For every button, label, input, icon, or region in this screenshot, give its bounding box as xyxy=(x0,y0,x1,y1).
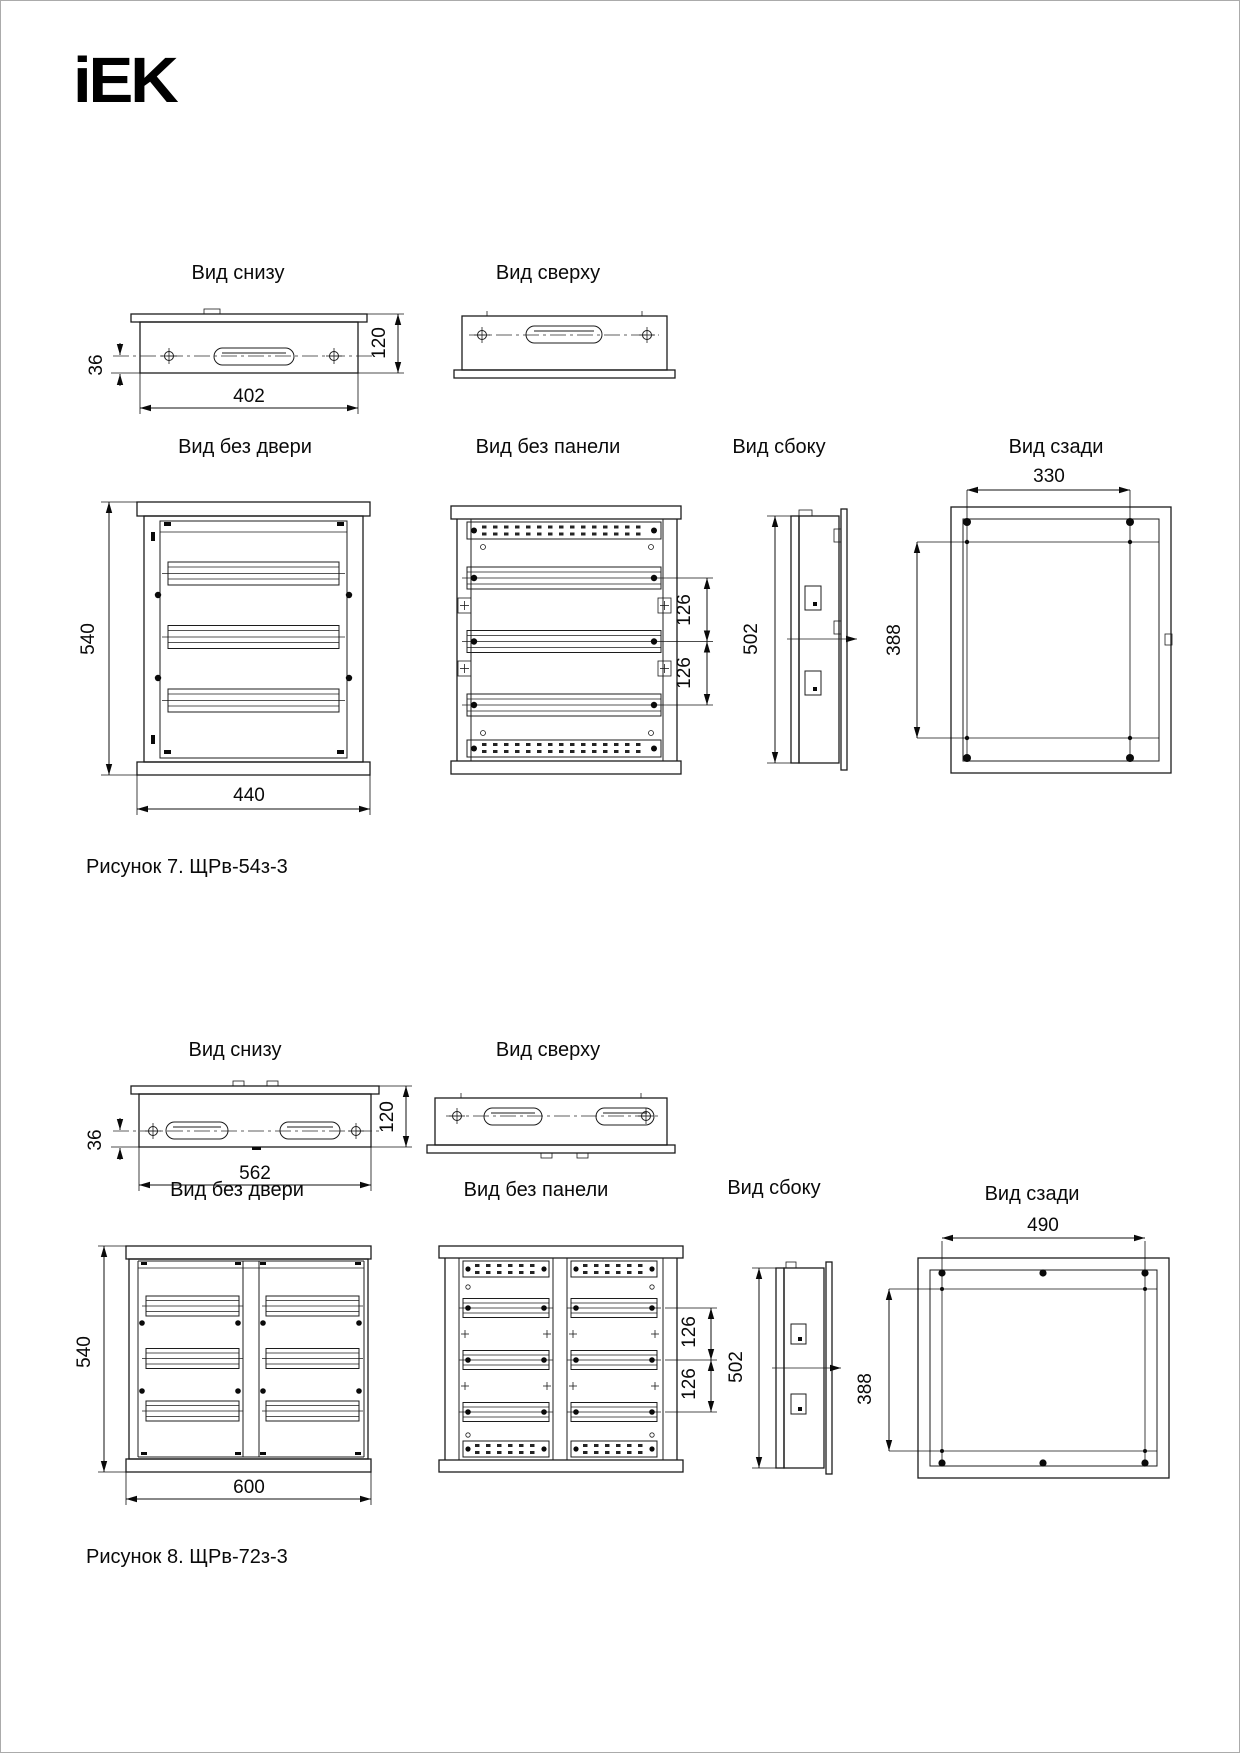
fig8-dim-rail-pitch-a: 126 xyxy=(679,1316,700,1348)
din-rail xyxy=(567,1403,661,1422)
screw-icon xyxy=(348,1123,364,1139)
fig7-panel-view xyxy=(451,506,713,774)
din-rail xyxy=(142,1296,243,1316)
fig7-bottom-view xyxy=(86,309,404,414)
fig8-panel-view xyxy=(439,1246,717,1472)
fig8-caption: Рисунок 8. ЩРв-72з-3 xyxy=(86,1546,288,1568)
din-rail xyxy=(462,567,667,589)
fig7-caption: Рисунок 7. ЩРв-54з-3 xyxy=(86,856,288,878)
fig7-panel-view-label: Вид без панели xyxy=(475,436,621,458)
din-rail xyxy=(459,1351,553,1370)
fig7-dim-front-height: 540 xyxy=(78,623,99,655)
fig8-dim-mount-height: 388 xyxy=(855,1373,876,1405)
fig7-dim-bottom-width: 402 xyxy=(233,386,265,407)
din-rail xyxy=(162,626,345,649)
din-rail xyxy=(462,694,667,716)
din-rail xyxy=(459,1299,553,1318)
fig8-panel-view-label: Вид без панели xyxy=(463,1179,609,1201)
drawing-canvas xyxy=(1,1,1240,1753)
fig8-dim-side-height: 502 xyxy=(726,1351,747,1383)
screw-icon xyxy=(326,348,342,364)
din-rail xyxy=(162,689,345,712)
fig7-dim-rail-pitch-b: 126 xyxy=(674,657,695,689)
din-rail xyxy=(459,1403,553,1422)
din-rail xyxy=(262,1349,363,1369)
fig8-bottom-view-label: Вид снизу xyxy=(188,1039,282,1061)
fig7-dim-front-width: 440 xyxy=(233,785,265,806)
fig8-dim-front-height: 540 xyxy=(74,1336,95,1368)
fig7-side-view xyxy=(741,509,857,770)
fig7-dim-rail-pitch-a: 126 xyxy=(674,594,695,626)
screw-icon xyxy=(474,327,490,343)
fig7-dim-depth: 120 xyxy=(369,327,390,359)
fig8-rear-view xyxy=(855,1215,1169,1478)
screw-icon xyxy=(161,348,177,364)
din-rail xyxy=(142,1349,243,1369)
fig7-rear-view-label: Вид сзади xyxy=(1008,436,1104,458)
fig8-dim-front-width: 600 xyxy=(233,1477,265,1498)
figure-8 xyxy=(74,1039,1169,1568)
fig7-dim-mount-width: 330 xyxy=(1033,466,1065,487)
screw-icon xyxy=(639,327,655,343)
fig7-top-view-label: Вид сверху xyxy=(495,262,601,284)
fig7-bottom-view-label: Вид снизу xyxy=(191,262,285,284)
fig7-dim-slot-offset: 36 xyxy=(86,354,107,376)
fig8-dim-rail-pitch-b: 126 xyxy=(679,1368,700,1400)
fig8-rear-view-label: Вид сзади xyxy=(984,1183,1080,1205)
din-rail xyxy=(262,1296,363,1316)
fig7-front-view xyxy=(78,502,370,815)
fig8-side-view xyxy=(726,1262,841,1474)
fig8-top-view-label: Вид сверху xyxy=(495,1039,601,1061)
fig8-top-view xyxy=(427,1093,675,1158)
fig8-dim-slot-offset: 36 xyxy=(85,1129,106,1151)
fig8-front-view xyxy=(74,1246,371,1505)
fig7-side-view-label: Вид сбоку xyxy=(732,436,826,458)
fig8-dim-bottom-width: 562 xyxy=(239,1163,271,1184)
iek-logo: iEK xyxy=(73,44,176,116)
fig8-dim-mount-width: 490 xyxy=(1027,1215,1059,1236)
fig7-top-view xyxy=(454,311,675,378)
figure-7 xyxy=(78,262,1172,878)
fig7-rear-view xyxy=(884,466,1172,773)
din-rail xyxy=(462,631,667,653)
fig8-side-view-label: Вид сбоку xyxy=(727,1177,821,1199)
fig7-front-view-label: Вид без двери xyxy=(178,436,312,458)
fig8-dim-depth: 120 xyxy=(377,1101,398,1133)
fig8-bottom-view xyxy=(85,1081,412,1191)
fig8-front-view-label: Вид без двери xyxy=(170,1179,304,1201)
din-rail xyxy=(142,1401,243,1421)
screw-icon xyxy=(449,1108,465,1124)
din-rail xyxy=(262,1401,363,1421)
din-rail xyxy=(567,1299,661,1318)
din-rail xyxy=(567,1351,661,1370)
fig7-dim-side-height: 502 xyxy=(741,623,762,655)
din-rail xyxy=(162,562,345,585)
fig7-dim-mount-height: 388 xyxy=(884,624,905,656)
screw-icon xyxy=(145,1123,161,1139)
